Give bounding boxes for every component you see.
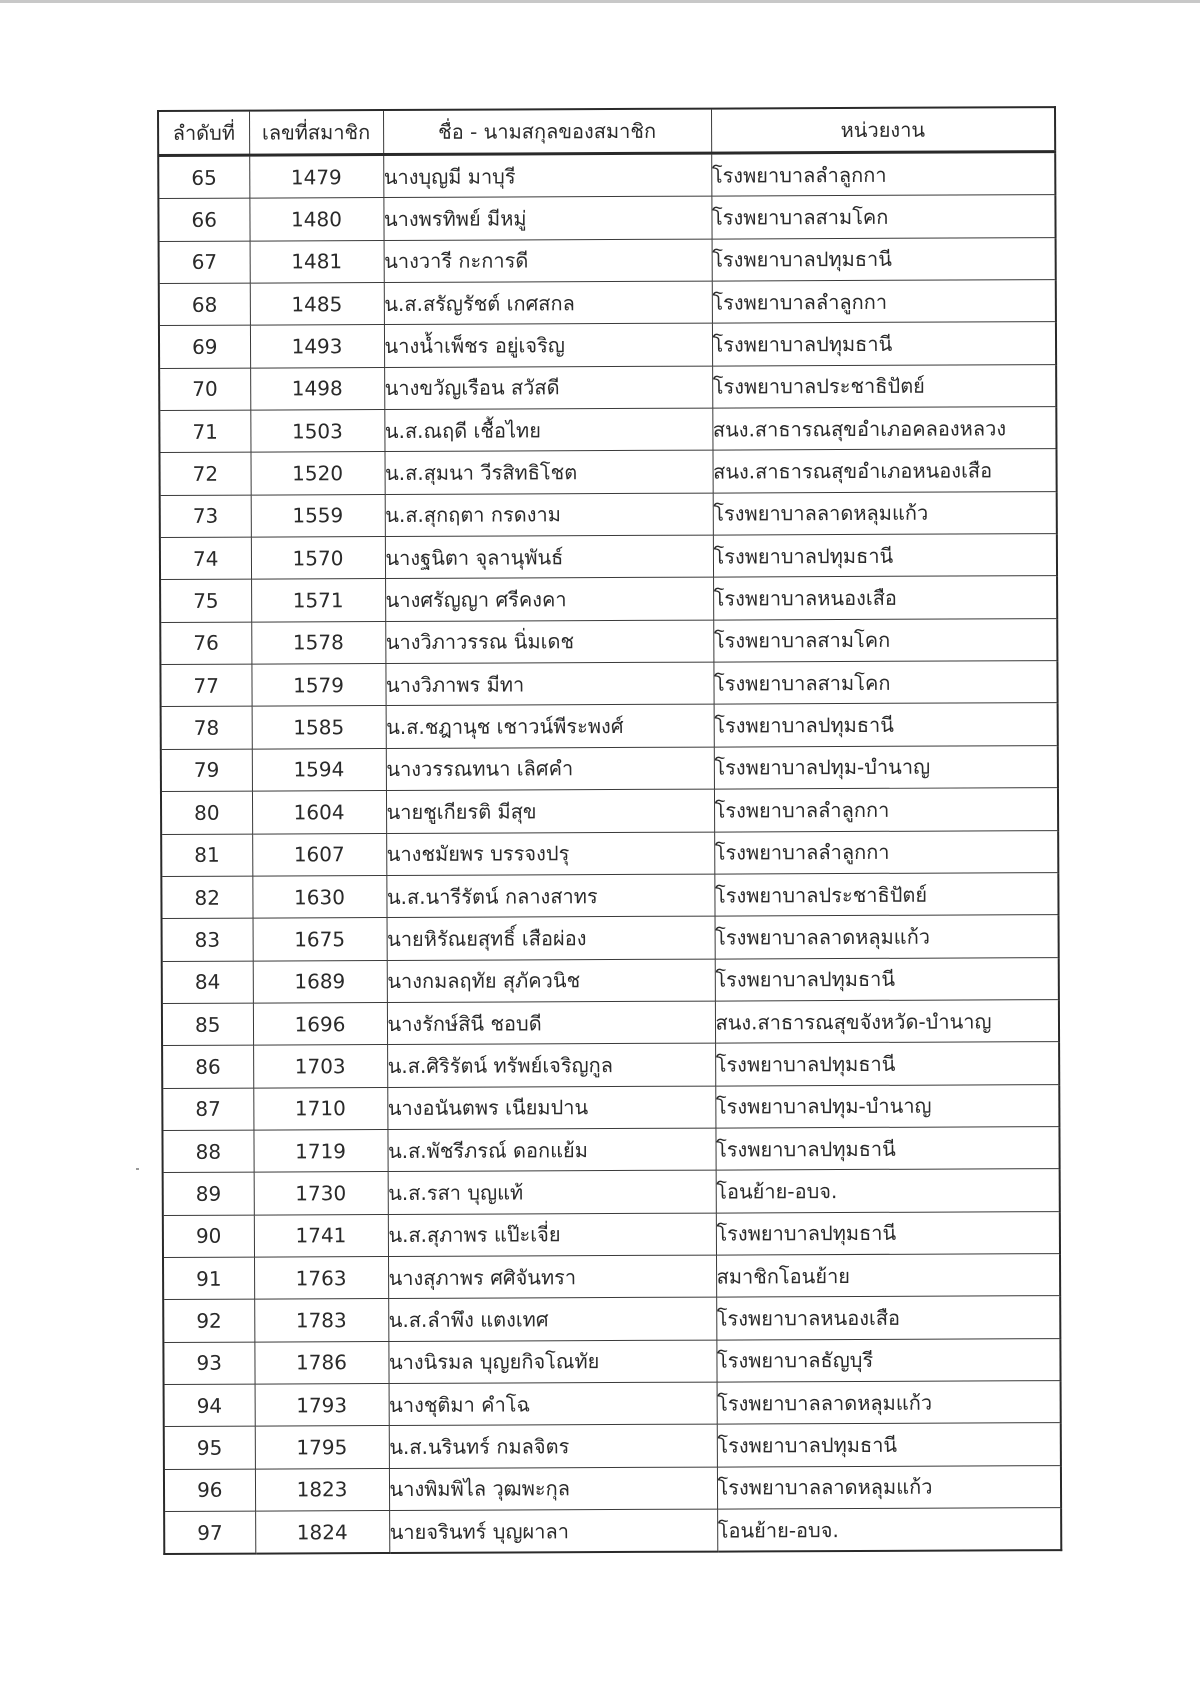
order-number-cell: 95 xyxy=(164,1426,255,1469)
order-number-cell: 67 xyxy=(159,241,250,284)
order-number-cell: 80 xyxy=(161,791,252,834)
member-id-cell: 1710 xyxy=(253,1087,387,1130)
order-number-cell: 96 xyxy=(164,1469,255,1512)
table-row xyxy=(164,1423,1061,1469)
member-name-cell: นางพิมพิไล วุฒพะกุล xyxy=(389,1467,717,1511)
member-name-cell: น.ส.ชฎานุช เชาวน์พีระพงศ์ xyxy=(386,705,714,749)
table-row xyxy=(160,661,1057,707)
table-row xyxy=(164,1381,1061,1427)
member-id-cell: 1493 xyxy=(250,325,384,368)
agency-cell: โรงพยาบาลปทุม-บำนาญ xyxy=(714,745,1058,789)
table-row xyxy=(164,1465,1061,1511)
table-row xyxy=(163,1338,1060,1384)
agency-cell: โรงพยาบาลลำลูกกา xyxy=(711,152,1055,197)
agency-cell: โรงพยาบาลลำลูกกา xyxy=(714,830,1058,874)
table-row xyxy=(159,364,1056,410)
table-row xyxy=(159,280,1056,326)
member-id-cell: 1570 xyxy=(251,537,385,580)
agency-cell: โรงพยาบาลลาดหลุมแก้ว xyxy=(717,1465,1061,1509)
member-name-cell: น.ส.พัชรีภรณ์ ดอกแย้ม xyxy=(387,1128,715,1172)
agency-cell: โรงพยาบาลสามโคก xyxy=(713,661,1057,705)
table-row xyxy=(160,534,1057,580)
order-number-cell: 69 xyxy=(159,325,250,368)
member-id-cell: 1604 xyxy=(252,791,386,834)
table-row xyxy=(162,957,1059,1003)
agency-cell: โรงพยาบาลลำลูกกา xyxy=(712,280,1056,324)
member-id-cell: 1703 xyxy=(253,1045,387,1088)
agency-cell: โรงพยาบาลปทุมธานี xyxy=(712,322,1056,366)
table-row xyxy=(162,915,1059,961)
member-id-cell: 1498 xyxy=(250,367,384,410)
order-number-cell: 97 xyxy=(164,1511,255,1554)
member-name-cell: นางวารี กะการดี xyxy=(384,239,712,283)
agency-cell: โรงพยาบาลธัญบุรี xyxy=(716,1338,1060,1382)
agency-cell: สนง.สาธารณสุขอำเภอคลองหลวง xyxy=(712,407,1056,451)
order-number-cell: 85 xyxy=(162,1003,253,1046)
agency-cell: โรงพยาบาลปทุมธานี xyxy=(715,957,1059,1001)
member-id-cell: 1719 xyxy=(253,1129,387,1172)
table-row xyxy=(162,1042,1059,1088)
order-number-cell: 84 xyxy=(162,961,253,1004)
member-name-cell: น.ส.ณฤดี เชื้อไทย xyxy=(384,408,712,452)
order-number-cell: 89 xyxy=(163,1172,254,1215)
member-id-cell: 1630 xyxy=(252,875,386,918)
table-row xyxy=(161,745,1058,791)
table-row xyxy=(162,999,1059,1045)
order-number-cell: 93 xyxy=(163,1342,254,1385)
agency-cell: โรงพยาบาลสามโคก xyxy=(713,618,1057,662)
agency-cell: โรงพยาบาลปทุมธานี xyxy=(717,1423,1061,1467)
member-id-cell: 1824 xyxy=(255,1511,389,1554)
order-number-cell: 66 xyxy=(158,198,249,241)
agency-cell: โรงพยาบาลปทุม-บำนาญ xyxy=(715,1084,1059,1128)
header-member-name: ชื่อ - นามสกุลของสมาชิก xyxy=(383,109,711,155)
member-table-body xyxy=(158,152,1061,1555)
order-number-cell: 68 xyxy=(159,283,250,326)
order-number-cell: 73 xyxy=(160,495,251,538)
member-name-cell: น.ส.นรินทร์ กมลจิตร xyxy=(389,1424,717,1468)
table-row xyxy=(159,449,1056,495)
member-name-cell: นางศรัญญา ศรีคงคา xyxy=(385,578,713,622)
member-table xyxy=(157,106,1062,1555)
member-name-cell: น.ส.ศิริรัตน์ ทรัพย์เจริญกูล xyxy=(387,1043,715,1087)
member-name-cell: นายชูเกียรติ มีสุข xyxy=(386,789,714,833)
order-number-cell: 90 xyxy=(163,1215,254,1258)
agency-cell: โอนย้าย-อบจ. xyxy=(717,1508,1061,1552)
agency-cell: โรงพยาบาลลาดหลุมแก้ว xyxy=(717,1381,1061,1425)
agency-cell: โรงพยาบาลลาดหลุมแก้ว xyxy=(715,915,1059,959)
table-row xyxy=(164,1508,1061,1555)
member-name-cell: นางกมลฤทัย สุภัควนิช xyxy=(387,959,715,1003)
agency-cell: โรงพยาบาลประชาธิปัตย์ xyxy=(712,364,1056,408)
table-row xyxy=(160,576,1057,622)
table-row xyxy=(160,491,1057,537)
agency-cell: โรงพยาบาลปทุมธานี xyxy=(712,237,1056,281)
member-id-cell: 1696 xyxy=(253,1002,387,1045)
member-id-cell: 1793 xyxy=(255,1383,389,1426)
order-number-cell: 65 xyxy=(158,155,249,199)
order-number-cell: 87 xyxy=(162,1088,253,1131)
member-id-cell: 1730 xyxy=(254,1172,388,1215)
order-number-cell: 72 xyxy=(159,453,250,496)
agency-cell: สนง.สาธารณสุขจังหวัด-บำนาญ xyxy=(715,999,1059,1043)
agency-cell: โรงพยาบาลลาดหลุมแก้ว xyxy=(713,491,1057,535)
page-top-edge xyxy=(0,0,1200,3)
member-id-cell: 1578 xyxy=(251,621,385,664)
member-id-cell: 1481 xyxy=(250,240,384,283)
member-id-cell: 1480 xyxy=(249,198,383,241)
agency-cell: โรงพยาบาลปทุมธานี xyxy=(713,534,1057,578)
order-number-cell: 91 xyxy=(163,1257,254,1300)
member-table-header xyxy=(158,107,1055,155)
agency-cell: โรงพยาบาลหนองเสือ xyxy=(716,1296,1060,1340)
member-name-cell: น.ส.สุกฤตา กรดงาม xyxy=(385,493,713,537)
table-row xyxy=(159,322,1056,368)
agency-cell: โรงพยาบาลปทุมธานี xyxy=(715,1126,1059,1170)
order-number-cell: 83 xyxy=(162,918,253,961)
member-id-cell: 1585 xyxy=(252,706,386,749)
member-id-cell: 1689 xyxy=(253,960,387,1003)
table-row xyxy=(161,788,1058,834)
member-name-cell: นางชมัยพร บรรจงปรุ xyxy=(386,832,714,876)
member-id-cell: 1741 xyxy=(254,1214,388,1257)
order-number-cell: 70 xyxy=(159,368,250,411)
agency-cell: โรงพยาบาลประชาธิปัตย์ xyxy=(714,872,1058,916)
table-row xyxy=(162,1126,1059,1172)
member-name-cell: นางอนันตพร เนียมปาน xyxy=(387,1086,715,1130)
table-row xyxy=(161,830,1058,876)
header-member-id: เลขที่สมาชิก xyxy=(249,110,383,155)
member-id-cell: 1783 xyxy=(254,1299,388,1342)
member-name-cell: น.ส.สรัญรัชต์ เกศสกล xyxy=(384,281,712,325)
table-row xyxy=(161,703,1058,749)
order-number-cell: 74 xyxy=(160,537,251,580)
agency-cell: โรงพยาบาลปทุมธานี xyxy=(714,703,1058,747)
table-row xyxy=(163,1296,1060,1342)
member-name-cell: นางวิภาพร มีทา xyxy=(385,662,713,706)
header-order-number: ลำดับที่ xyxy=(158,111,249,156)
order-number-cell: 78 xyxy=(161,707,252,750)
member-name-cell: นางวรรณทนา เลิศคำ xyxy=(386,747,714,791)
member-name-cell: นางบุญมี มาบุรี xyxy=(383,153,711,198)
order-number-cell: 76 xyxy=(160,622,251,665)
order-number-cell: 81 xyxy=(161,834,252,877)
order-number-cell: 77 xyxy=(160,664,251,707)
order-number-cell: 79 xyxy=(161,749,252,792)
member-id-cell: 1571 xyxy=(251,579,385,622)
member-name-cell: น.ส.รสา บุญแท้ xyxy=(388,1170,716,1214)
table-row xyxy=(163,1211,1060,1257)
agency-cell: สนง.สาธารณสุขอำเภอหนองเสือ xyxy=(712,449,1056,493)
member-id-cell: 1823 xyxy=(255,1468,389,1511)
member-id-cell: 1485 xyxy=(250,283,384,326)
table-row xyxy=(158,195,1055,241)
agency-cell: โรงพยาบาลหนองเสือ xyxy=(713,576,1057,620)
member-id-cell: 1503 xyxy=(250,410,384,453)
member-name-cell: นางสุภาพร ศศิจันทรา xyxy=(388,1255,716,1299)
member-id-cell: 1479 xyxy=(249,155,383,199)
member-id-cell: 1579 xyxy=(251,664,385,707)
agency-cell: สมาชิกโอนย้าย xyxy=(716,1254,1060,1298)
member-id-cell: 1763 xyxy=(254,1256,388,1299)
member-name-cell: นายหิรัณยสุทธิ์ เสือผ่อง xyxy=(387,916,715,960)
member-name-cell: น.ส.ลำพึง แตงเทศ xyxy=(388,1297,716,1341)
agency-cell: โรงพยาบาลปทุมธานี xyxy=(715,1042,1059,1086)
scan-speck xyxy=(136,1168,139,1170)
member-name-cell: นางขวัญเรือน สวัสดี xyxy=(384,366,712,410)
order-number-cell: 82 xyxy=(161,876,252,919)
order-number-cell: 88 xyxy=(162,1130,253,1173)
order-number-cell: 94 xyxy=(164,1384,255,1427)
member-name-cell: น.ส.สุมนา วีรสิทธิโชต xyxy=(384,450,712,494)
table-row xyxy=(162,1084,1059,1130)
table-row xyxy=(159,407,1056,453)
member-id-cell: 1607 xyxy=(252,833,386,876)
member-name-cell: น.ส.นารีรัตน์ กลางสาทร xyxy=(386,874,714,918)
agency-cell: โอนย้าย-อบจ. xyxy=(716,1169,1060,1213)
agency-cell: โรงพยาบาลปทุมธานี xyxy=(716,1211,1060,1255)
order-number-cell: 92 xyxy=(163,1299,254,1342)
member-id-cell: 1795 xyxy=(255,1426,389,1469)
member-name-cell: นางรักษ์สินี ชอบดี xyxy=(387,1001,715,1045)
agency-cell: โรงพยาบาลสามโคก xyxy=(711,195,1055,239)
table-row xyxy=(158,152,1055,199)
order-number-cell: 71 xyxy=(159,410,250,453)
table-row xyxy=(163,1169,1060,1215)
table-row xyxy=(163,1254,1060,1300)
member-name-cell: นางพรทิพย์ มีหมู่ xyxy=(383,196,711,240)
member-name-cell: น.ส.สุภาพร แป๊ะเจี่ย xyxy=(388,1213,716,1257)
header-agency: หน่วยงาน xyxy=(711,107,1055,153)
member-name-cell: นางชุติมา คำโฉ xyxy=(389,1382,717,1426)
order-number-cell: 75 xyxy=(160,580,251,623)
member-id-cell: 1520 xyxy=(250,452,384,495)
table-row xyxy=(160,618,1057,664)
member-id-cell: 1786 xyxy=(254,1341,388,1384)
member-name-cell: นางวิภาวรรณ นิ่มเดช xyxy=(385,620,713,664)
table-row xyxy=(161,872,1058,918)
agency-cell: โรงพยาบาลลำลูกกา xyxy=(714,788,1058,832)
member-name-cell: นางนิรมล บุญยกิจโณทัย xyxy=(388,1340,716,1384)
header-row xyxy=(158,107,1055,155)
member-name-cell: นายจรินทร์ บุญผาลา xyxy=(389,1509,717,1553)
member-name-cell: นางน้ำเพ็ชร อยู่เจริญ xyxy=(384,323,712,367)
member-name-cell: นางฐนิตา จุลานุพันธ์ xyxy=(385,535,713,579)
table-row xyxy=(159,237,1056,283)
member-id-cell: 1675 xyxy=(253,918,387,961)
order-number-cell: 86 xyxy=(162,1045,253,1088)
member-id-cell: 1594 xyxy=(252,748,386,791)
member-id-cell: 1559 xyxy=(251,494,385,537)
